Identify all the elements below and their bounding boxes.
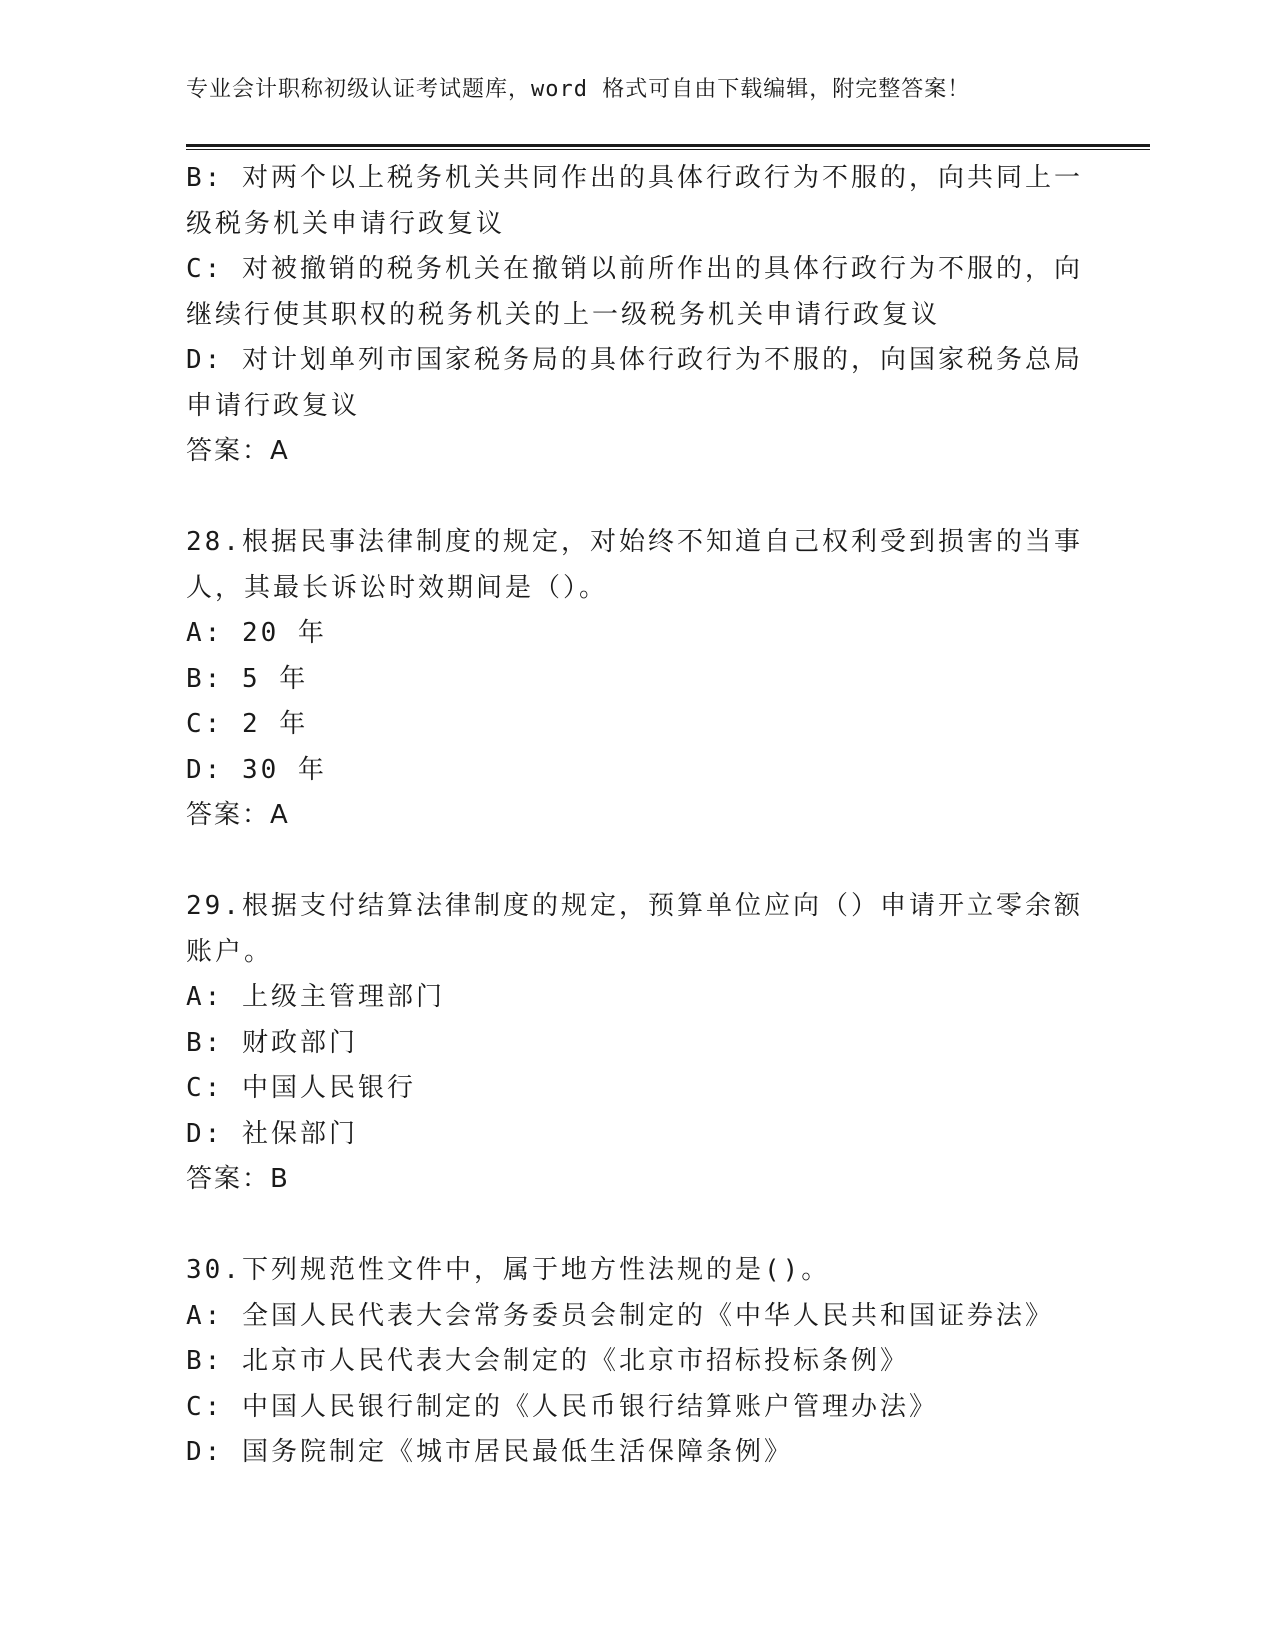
option-line: 继续行使其职权的税务机关的上一级税务机关申请行政复议 [186, 299, 941, 330]
option-c: C: 中国人民银行制定的《人民币银行结算账户管理办法》 [186, 1391, 938, 1422]
option-c: C: 2 年 [186, 709, 309, 739]
answer-text: 答案：A [186, 436, 290, 466]
option-line: 级税务机关申请行政复议 [186, 208, 506, 239]
option-b: B: 财政部门 [186, 1027, 358, 1058]
question-29 [186, 884, 1086, 1203]
option-d [186, 338, 1086, 429]
option-c: C: 中国人民银行 [186, 1073, 416, 1103]
option-d: D: 社保部门 [186, 1118, 358, 1149]
option-line: C: 对被撤销的税务机关在撤销以前所作出的具体行政行为不服的，向 [186, 254, 1083, 284]
question-30 [186, 1248, 1086, 1476]
header-divider [186, 144, 1150, 150]
option-a: A: 上级主管理部门 [186, 982, 445, 1012]
option-b: B: 北京市人民代表大会制定的《北京市招标投标条例》 [186, 1346, 909, 1376]
option-line: D: 对计划单列市国家税务局的具体行政行为不服的，向国家税务总局 [186, 345, 1083, 375]
option-a: A: 20 年 [186, 618, 327, 648]
question-stem: 29.根据支付结算法律制度的规定，预算单位应向（）申请开立零余额 [186, 891, 1083, 921]
prev-question-block [186, 156, 1086, 475]
answer-text: 答案：A [186, 800, 290, 830]
option-c [186, 247, 1086, 338]
question-stem: 人，其最长诉讼时效期间是（）。 [186, 572, 609, 603]
option-line: 申请行政复议 [186, 390, 361, 421]
option-b: B: 5 年 [186, 663, 309, 694]
question-stem: 账户。 [186, 936, 274, 967]
answer-text: 答案：B [186, 1164, 290, 1194]
option-a: A: 全国人民代表大会常务委员会制定的《中华人民共和国证券法》 [186, 1300, 1054, 1331]
option-d: D: 国务院制定《城市居民最低生活保障条例》 [186, 1437, 793, 1467]
option-d: D: 30 年 [186, 754, 327, 785]
option-line: B: 对两个以上税务机关共同作出的具体行政行为不服的，向共同上一 [186, 163, 1083, 193]
question-28 [186, 520, 1086, 839]
document-body [186, 156, 1086, 1476]
question-stem: 30.下列规范性文件中，属于地方性法规的是()。 [186, 1255, 831, 1285]
option-b [186, 156, 1086, 247]
page-header: 专业会计职称初级认证考试题库，word 格式可自由下载编辑，附完整答案！ [186, 77, 971, 102]
question-stem: 28.根据民事法律制度的规定，对始终不知道自己权利受到损害的当事 [186, 527, 1083, 557]
